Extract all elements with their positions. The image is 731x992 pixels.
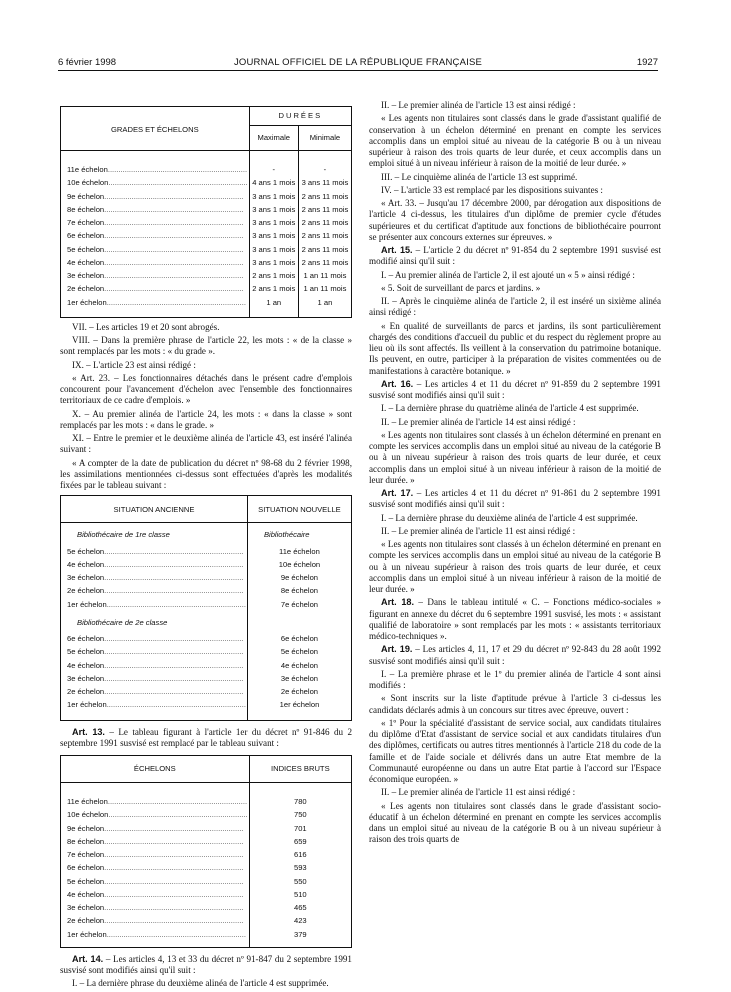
row-old: 4e échelon [67,559,105,569]
article-13: Art. 13. – Le tableau figurant à l'article 1er du décret nº 91-846 du 2 septembre 1991 susvisé est remplacé par le tableau suivant : [60,726,352,748]
left-column [60,80,352,992]
paragraph-text: « Les agents non titulaires sont classés à un échelon déterminé en prenant en compte les services accomplis dans un emploi situé au niveau de la catégorie B ou à un niveau supérieur à raison des trois quarts de leur durée, et ceux accomplis dans un emploi situé à un niveau inférieur à raison de la moitié de leur durée. » [369,539,661,594]
table-row: 6e échelon.................................................................. 3 ans 1 mois 2 ans 11 mois [61,229,351,242]
row-min: 1 an 11 mois [298,282,351,295]
table-row: 6e échelon.................................................................. 593 [61,861,351,874]
row-min: 1 an [298,296,351,309]
table-header-grades: GRADES ET ÉCHELONS [61,107,249,151]
row-new: 8e échelon [247,584,351,597]
paragraph [369,430,661,486]
row-max: 3 ans 1 mois [249,256,298,269]
row-max: 3 ans 1 mois [249,203,298,216]
table-row: 3e échelon.................................................................. 465 [61,901,351,914]
header-date: 6 février 1998 [58,57,117,68]
row-new: 6e échelon [247,632,351,645]
row-min: - [298,163,351,176]
row-old: 2e échelon [67,586,105,596]
row-label: 8e échelon [67,204,105,214]
paragraph-text: « Les agents non titulaires sont classés dans le grade d'assistant qualifié de conservation à un échelon déterminé en prenant en compte les services accomplis dans un emploi situé au niveau de la catégorie B ou à un niveau supérieur à raison des trois quarts de leur durée, et ceux accomplis dans un emploi situé à un niveau inférieur à raison de la moitié de leur durée. » [369,113,661,169]
paragraph [369,488,661,511]
row-indice: 659 [249,835,351,848]
row-new: 1er échelon [247,698,351,711]
table-row: 2e échelon.................................................................. 423 [61,914,351,927]
row-old: 6e échelon [67,634,105,643]
table-header-minimale: Minimale [298,126,351,151]
paragraph: X. – Au premier alinéa de l'article 24, les mots : « dans la classe » sont remplacés par les mots : « dans le grade. » [60,408,352,430]
paragraph: I. – La dernière phrase du deuxième alinéa de l'article 4 est supprimée. [72,978,329,989]
row-max: 3 ans 1 mois [249,229,298,242]
row-old: 2e échelon [67,687,105,696]
row-old: 5e échelon [67,647,105,657]
row-min: 2 ans 11 mois [298,256,351,269]
paragraph-text: « Les agents non titulaires sont classés à un échelon déterminé en prenant en compte les services accomplis dans un emploi situé au niveau de la catégorie B ou à un niveau supérieur à raison des trois quarts de leur durée, et ceux accomplis dans un emploi situé à un niveau inférieur à raison de la moitié de leur durée. » [369,429,661,485]
paragraph-text: « En qualité de surveillants de parcs et jardins, ils sont particulièrement chargés des conditions d'accueil du public et du respect du règlement propre au lieu où ils sont affectés. Ils veillent à la conservation du patrimoine botanique. Ils peuvent, en outre, participer à la préparation de visites commentées ou de manifestations à caractère botanique. » [369,320,661,376]
paragraph-text: « 5. Soit de surveillant de parcs et jardins. » [381,282,541,293]
paragraph [369,644,661,667]
table-header-new: SITUATION NOUVELLE [247,496,351,523]
row-indice: 616 [249,848,351,861]
paragraph: VIII. – Dans la première phrase de l'article 22, les mots : « de la classe » sont remplacés par les mots : « du grade ». [60,335,352,357]
row-old: 3e échelon [67,673,105,683]
row-echelon: 5e échelon [67,876,105,886]
paragraph [369,539,661,595]
article-heading: Art. 15. [381,245,413,255]
assimilation-table [60,495,352,720]
table-row: 3e échelon.................................................................. 9e échelon [61,571,351,584]
row-echelon: 4e échelon [67,889,105,899]
row-max: 3 ans 1 mois [249,190,298,203]
paragraph-text: I. – La première phrase et le 1º du premier alinéa de l'article 4 sont ainsi modifiés : [369,668,661,690]
paragraph: VII. – Les articles 19 et 20 sont abrogés. [72,321,220,332]
table-row: 9e échelon.................................................................. 701 [61,822,351,835]
row-old: 4e échelon [67,660,105,670]
table-row: 1er échelon.................................................................. 1er échelon [61,698,351,711]
row-min: 3 ans 11 mois [298,176,351,189]
paragraph-text: I. – La dernière phrase du deuxième alinéa de l'article 4 est supprimée. [381,512,638,523]
table-row: 1er échelon.................................................................. 379 [61,928,351,941]
paragraph [369,669,661,692]
table-row: 1er échelon.................................................................. 1 an 1 an [61,296,351,309]
paragraph-text: I. – La dernière phrase du quatrième alinéa de l'article 4 est supprimée. [381,403,639,414]
paragraph-text: II. – Le premier alinéa de l'article 14 est ainsi rédigé : [381,416,576,427]
row-echelon: 9e échelon [67,823,105,833]
table-row: 6e échelon.................................................................. 6e échelon [61,632,351,645]
table-row: 7e échelon.................................................................. 616 [61,848,351,861]
article-heading: Art. 19. [381,644,413,655]
paragraph [369,403,661,414]
row-new: 7e échelon [247,598,351,611]
row-label: 3e échelon [67,271,105,280]
row-indice: 465 [249,901,351,914]
row-echelon: 6e échelon [67,863,105,873]
row-new: 3e échelon [247,672,351,685]
row-old: 3e échelon [67,573,105,582]
row-new: 10e échelon [247,558,351,571]
table-row: 2e échelon.................................................................. 2e échelon [61,685,351,698]
row-max: 2 ans 1 mois [249,269,298,282]
table-header-old: SITUATION ANCIENNE [61,496,247,523]
paragraph: IX. – L'article 23 est ainsi rédigé : [72,359,196,370]
row-label: 5e échelon [67,244,105,254]
table-row: 5e échelon.................................................................. 3 ans 1 mois 2 ans 11 mois [61,243,351,256]
group-old-2: Bibliothécaire de 2e classe [77,617,168,627]
paragraph: XI. – Entre le premier et le deuxième alinéa de l'article 43, est inséré l'alinéa suivant : [60,433,352,455]
table-row: 11e échelon.................................................................. 780 [61,795,351,808]
row-new: 4e échelon [247,659,351,672]
paragraph-text: – Les articles 4 et 11 du décret nº 91-861 du 2 septembre 1991 susvisé sont modifiés ainsi qu'il suit : [369,488,661,510]
row-indice: 423 [249,914,351,927]
paragraph-text: « Sont inscrits sur la liste d'aptitude prévue à l'article 3 ci-dessus les candidats déclarés admis à un concours sur titres avec épreuve, ouvert : [369,693,661,715]
row-min: 2 ans 11 mois [298,190,351,203]
paragraph [369,283,661,294]
paragraph [369,526,661,537]
article-heading: Art. 17. [381,488,414,498]
row-indice: 510 [249,888,351,901]
paragraph: « A compter de la date de publication du décret nº 98-68 du 2 février 1998, les assimilations mentionnées ci-dessus sont effectuées d'après les modalités fixées par le tableau suivant : [60,457,352,490]
indices-table [60,755,352,948]
paragraph [369,787,661,798]
paragraph-text: II. – Le premier alinéa de l'article 11 est ainsi rédigé : [381,787,576,798]
article-heading: Art. 16. [381,378,414,389]
table-row: 4e échelon.................................................................. 510 [61,888,351,901]
row-echelon: 10e échelon [67,810,109,820]
paragraph [369,100,661,111]
table-row: 8e échelon.................................................................. 3 ans 1 mois 2 ans 11 mois [61,203,351,216]
table-row: 2e échelon.................................................................. 2 ans 1 mois 1 an 11 mois [61,282,351,295]
paragraph-text: II. – Le premier alinéa de l'article 13 est ainsi rédigé : [381,100,576,110]
paragraph [369,198,661,243]
article-14: Art. 14. – Les articles 4, 13 et 33 du décret nº 91-847 du 2 septembre 1991 susvisé sont modifiés ainsi qu'il suit : [60,953,352,975]
group-old-1: Bibliothécaire de 1re classe [77,530,170,540]
table-row: 4e échelon.................................................................. 10e échelon [61,558,351,571]
row-old: 1er échelon [67,700,107,710]
row-indice: 379 [249,928,351,941]
row-min: 2 ans 11 mois [298,216,351,229]
row-max: - [249,163,298,176]
row-max: 4 ans 1 mois [249,176,298,189]
paragraph [369,245,661,268]
article-heading: Art. 18. [381,597,414,608]
row-new: 11e échelon [247,545,351,558]
paragraph [369,185,661,196]
row-echelon: 11e échelon [67,797,108,806]
table-row: 7e échelon.................................................................. 3 ans 1 mois 2 ans 11 mois [61,216,351,229]
paragraph-text: – Dans le tableau intitulé « C. – Fonctions médico-sociales » figurant en annexe du décret du 6 septembre 1991 susvisé, les mots : « assistant qualifié de laboratoire » sont remplacés par les mots : « assistants territoriaux médico-techniques ». [369,597,661,641]
table-row: 3e échelon.................................................................. 2 ans 1 mois 1 an 11 mois [61,269,351,282]
table-header-maximale: Maximale [249,126,298,151]
row-new: 2e échelon [247,685,351,698]
row-label: 6e échelon [67,231,105,241]
paragraph-text: « 1º Pour la spécialité d'assistant de service social, aux candidats titulaires du diplôme d'Etat d'assistant de service social et aux candidats titulaires d'un des diplômes, certificats ou autres titres mentionnés à l'article 218 du code de la famille et de l'aide sociale et délivrés dans un autre Etat membre de la Communauté européenne ou dans un autre Etat partie à l'accord sur l'Espace économique européen. » [369,717,661,784]
row-echelon: 8e échelon [67,836,105,846]
paragraph [369,718,661,786]
row-echelon: 2e échelon [67,916,105,926]
row-new: 9e échelon [247,571,351,584]
row-max: 2 ans 1 mois [249,282,298,295]
row-indice: 780 [249,795,351,808]
row-min: 2 ans 11 mois [298,243,351,256]
paragraph-text: II. – Le premier alinéa de l'article 11 est ainsi rédigé : [381,525,576,536]
row-min: 2 ans 11 mois [298,203,351,216]
paragraph-text: « Art. 33. – Jusqu'au 17 décembre 2000, par dérogation aux dispositions de l'article 4 ci-dessus, les titulaires d'un diplôme de premier cycle d'études supérieures et du certificat d'aptitude aux fonctions de bibliothécaire pourront se présenter aux concours externes sur épreuves. » [369,198,661,242]
table-row: 10e échelon.................................................................. 750 [61,808,351,821]
right-column [369,100,661,848]
row-echelon: 7e échelon [67,850,105,859]
left-paragraphs-b [60,978,352,989]
table-row: 2e échelon.................................................................. 8e échelon [61,584,351,597]
row-indice: 593 [249,861,351,874]
group-new-1: Bibliothécaire [247,523,351,545]
table-row: 4e échelon.................................................................. 3 ans 1 mois 2 ans 11 mois [61,256,351,269]
paragraph [369,417,661,428]
paragraph [369,296,661,319]
row-label: 4e échelon [67,257,105,267]
left-paragraphs-a [60,322,352,492]
paragraph-text: – L'article 2 du décret nº 91-854 du 2 septembre 1991 susvisé est modifié ainsi qu'il suit : [369,245,661,267]
paragraph [369,693,661,716]
paragraph [369,321,661,377]
paragraph [369,379,661,402]
table-row: 9e échelon.................................................................. 3 ans 1 mois 2 ans 11 mois [61,190,351,203]
paragraph [369,513,661,524]
paragraph-text: I. – Au premier alinéa de l'article 2, il est ajouté un « 5 » ainsi rédigé : [381,269,635,280]
paragraph [369,597,661,642]
paragraph-text: – Les articles 4 et 11 du décret nº 91-859 du 2 septembre 1991 susvisé sont modifiés ainsi qu'il suit : [369,378,661,400]
paragraph [369,270,661,281]
row-min: 2 ans 11 mois [298,229,351,242]
table-row: 4e échelon.................................................................. 4e échelon [61,659,351,672]
table-row: 5e échelon.................................................................. 5e échelon [61,645,351,658]
paragraph: « Art. 23. – Les fonctionnaires détachés dans le présent cadre d'emplois concourent pour l'avancement d'échelon avec l'ensemble des fonctionnaires territoriaux de ce cadre d'emplois. » [60,372,352,406]
table-row: 3e échelon.................................................................. 3e échelon [61,672,351,685]
row-indice: 550 [249,875,351,888]
paragraph-text: IV. – L'article 33 est remplacé par les dispositions suivantes : [381,184,603,195]
table-header-durees: DURÉES [249,107,351,126]
row-label: 11e échelon [67,165,108,174]
row-label: 2e échelon [67,284,105,294]
row-label: 9e échelon [67,191,105,201]
row-label: 1er échelon [67,297,107,307]
row-indice: 750 [249,808,351,821]
header-page-number: 1927 [636,57,658,68]
row-min: 1 an 11 mois [298,269,351,282]
durations-table [60,106,352,318]
row-max: 3 ans 1 mois [249,216,298,229]
row-label: 7e échelon [67,218,105,227]
paragraph [369,172,661,183]
row-new: 5e échelon [247,645,351,658]
row-max: 1 an [249,296,298,309]
row-echelon: 1er échelon [67,929,107,939]
paragraph-text: II. – Après le cinquième alinéa de l'article 2, il est inséré un sixième alinéa ainsi rédigé : [369,296,661,318]
page-header [58,57,658,71]
header-rule [58,70,658,71]
header-journal-title: JOURNAL OFFICIEL DE LA RÉPUBLIQUE FRANÇAISE [233,57,483,68]
table-row: 1er échelon.................................................................. 7e échelon [61,598,351,611]
row-label: 10e échelon [67,178,109,188]
table-header-echelons: ÉCHELONS [61,756,249,783]
table-row: 10e échelon.................................................................. 4 ans 1 mois 3 ans 11 mois [61,176,351,189]
paragraph-text: « Les agents non titulaires sont classés dans le grade d'assistant socio-éducatif à un échelon déterminé en prenant en compte les services accomplis dans un emploi situé au niveau de la catégorie B ou à un niveau supérieur à raison des trois quarts de [369,800,661,845]
table-row: 8e échelon.................................................................. 659 [61,835,351,848]
paragraph [369,801,661,846]
table-row: 5e échelon.................................................................. 11e échelon [61,545,351,558]
row-max: 3 ans 1 mois [249,243,298,256]
paragraph-text: III. – Le cinquième alinéa de l'article 13 est supprimé. [381,171,578,182]
paragraph [369,113,661,169]
paragraph-text: – Les articles 4, 11, 17 et 29 du décret nº 92-843 du 28 août 1992 susvisé sont modifiés ainsi qu'il suit : [369,644,661,666]
table-header-indices: INDICES BRUTS [249,756,351,783]
row-indice: 701 [249,822,351,835]
table-row: 5e échelon.................................................................. 550 [61,875,351,888]
row-old: 1er échelon [67,599,107,609]
row-echelon: 3e échelon [67,903,105,912]
row-old: 5e échelon [67,546,105,556]
table-row: 11e échelon.................................................................. - - [61,163,351,176]
